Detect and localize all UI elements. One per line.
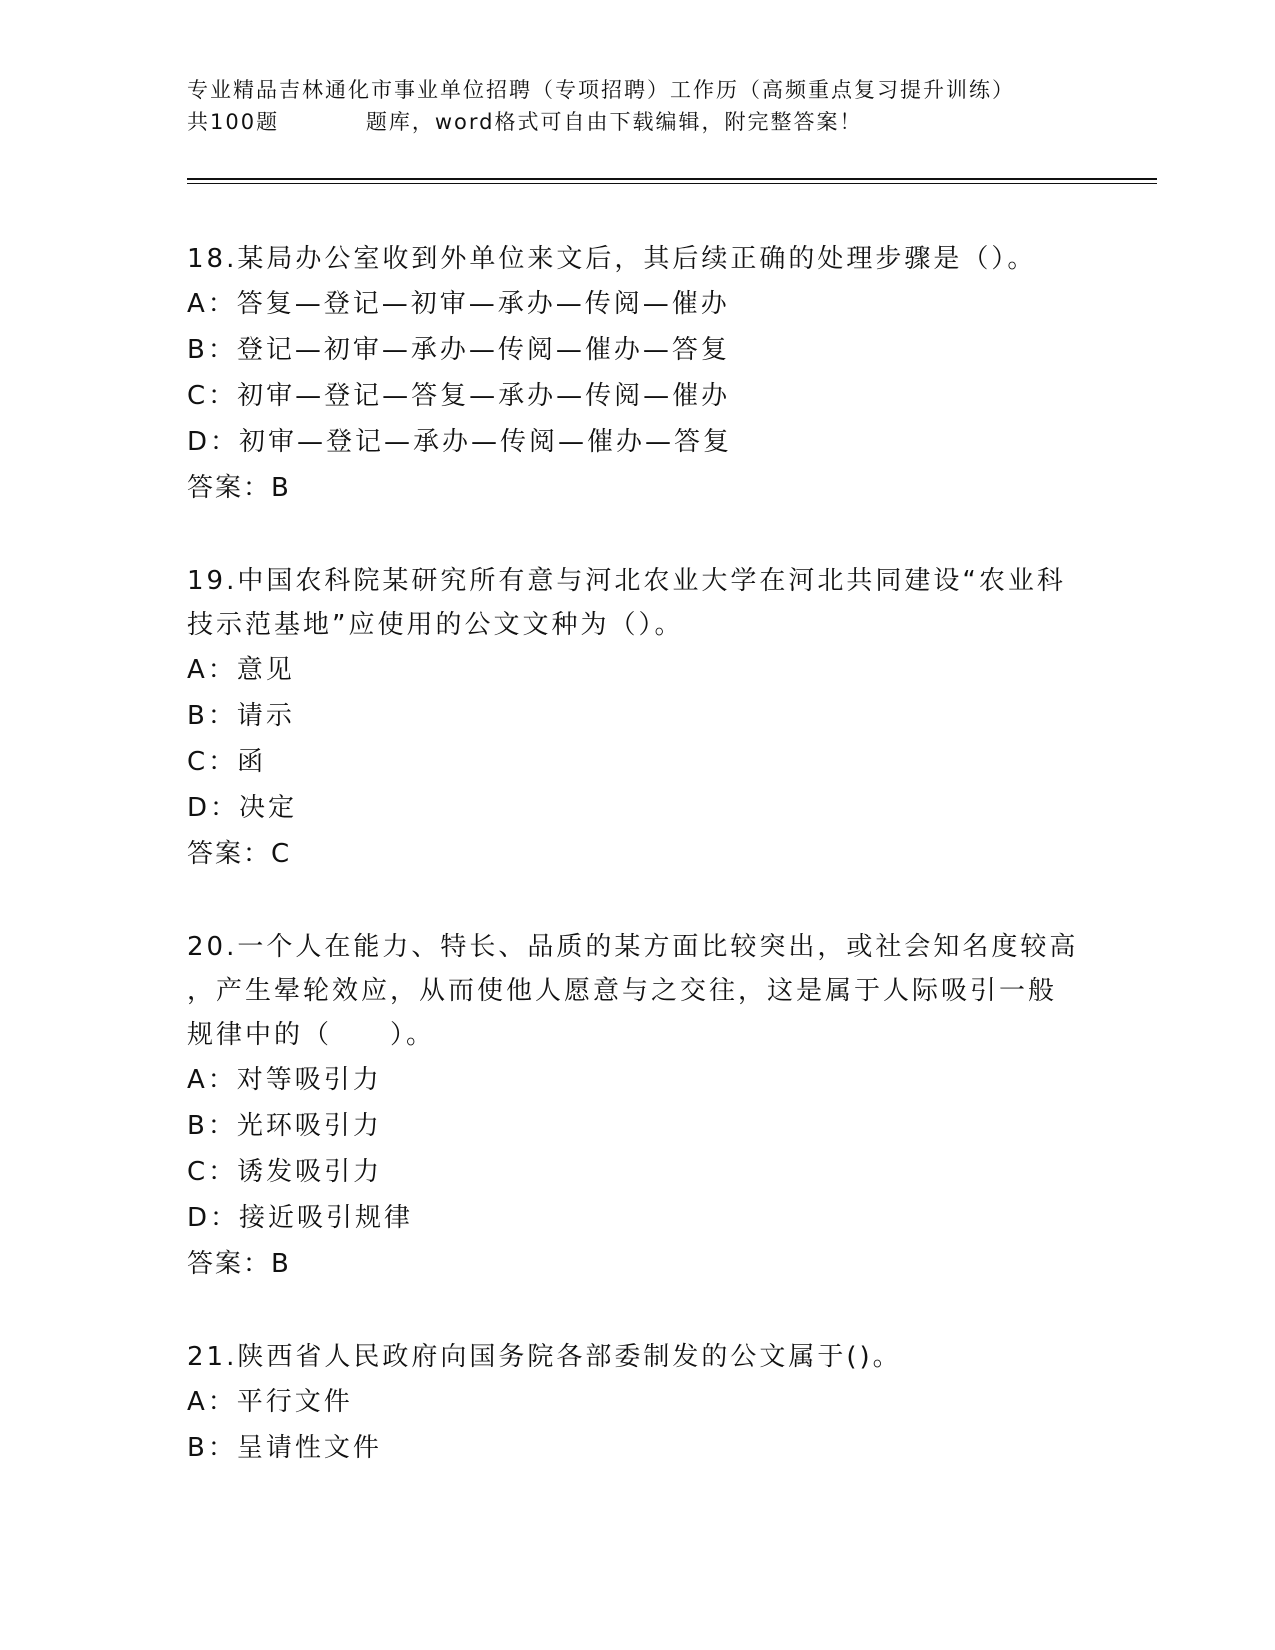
answer-line: 答案：B (187, 1249, 291, 1279)
option-b: B：登记—初审—承办—传阅—催办—答复 (187, 335, 730, 365)
question-spacer (187, 511, 1087, 559)
question-spacer (187, 1287, 1087, 1335)
option-d: D：接近吸引规律 (187, 1203, 414, 1233)
question-list (187, 237, 1087, 1471)
option-b: B：光环吸引力 (187, 1111, 382, 1141)
option-a: A：对等吸引力 (187, 1065, 382, 1095)
document-header (187, 74, 1087, 138)
answer-line: 答案：C (187, 839, 292, 869)
option-a: A：答复—登记—初审—承办—传阅—催办 (187, 289, 730, 319)
question-18 (187, 237, 1087, 511)
header-title-line: 专业精品吉林通化市事业单位招聘（专项招聘）工作历（高频重点复习提升训练） (187, 78, 1015, 102)
header-rule-thin (187, 183, 1157, 184)
option-d: D：初审—登记—承办—传阅—催办—答复 (187, 427, 733, 457)
option-c: C：函 (187, 747, 267, 777)
option-c: C：初审—登记—答复—承办—传阅—催办 (187, 381, 731, 411)
question-20 (187, 925, 1087, 1287)
question-text: 18.某局办公室收到外单位来文后，其后续正确的处理步骤是（）。 (187, 244, 1037, 274)
question-text-continued: 规律中的（ ）。 (187, 1020, 436, 1050)
option-b: B：呈请性文件 (187, 1433, 382, 1463)
question-text: 19.中国农科院某研究所有意与河北农业大学在河北共同建设“农业科 (187, 566, 1066, 596)
question-text-continued: ，产生晕轮效应，从而使他人愿意与之交往，这是属于人际吸引一般 (187, 976, 1058, 1006)
header-rule-thick (187, 178, 1157, 180)
question-text: 20.一个人在能力、特长、品质的某方面比较突出，或社会知名度较高 (187, 932, 1079, 962)
question-21 (187, 1335, 1087, 1471)
option-b: B：请示 (187, 701, 295, 731)
option-a: A：意见 (187, 655, 295, 685)
question-spacer (187, 877, 1087, 925)
question-text-continued: 技示范基地”应使用的公文文种为（）。 (187, 610, 684, 640)
option-a: A：平行文件 (187, 1387, 353, 1417)
question-text: 21.陕西省人民政府向国务院各部委制发的公文属于()。 (187, 1342, 902, 1372)
header-subtitle-line: 共100题 题库，word格式可自由下载编辑，附完整答案！ (187, 110, 863, 134)
option-c: C：诱发吸引力 (187, 1157, 383, 1187)
option-d: D：决定 (187, 793, 298, 823)
answer-line: 答案：B (187, 473, 291, 503)
question-19 (187, 559, 1087, 877)
